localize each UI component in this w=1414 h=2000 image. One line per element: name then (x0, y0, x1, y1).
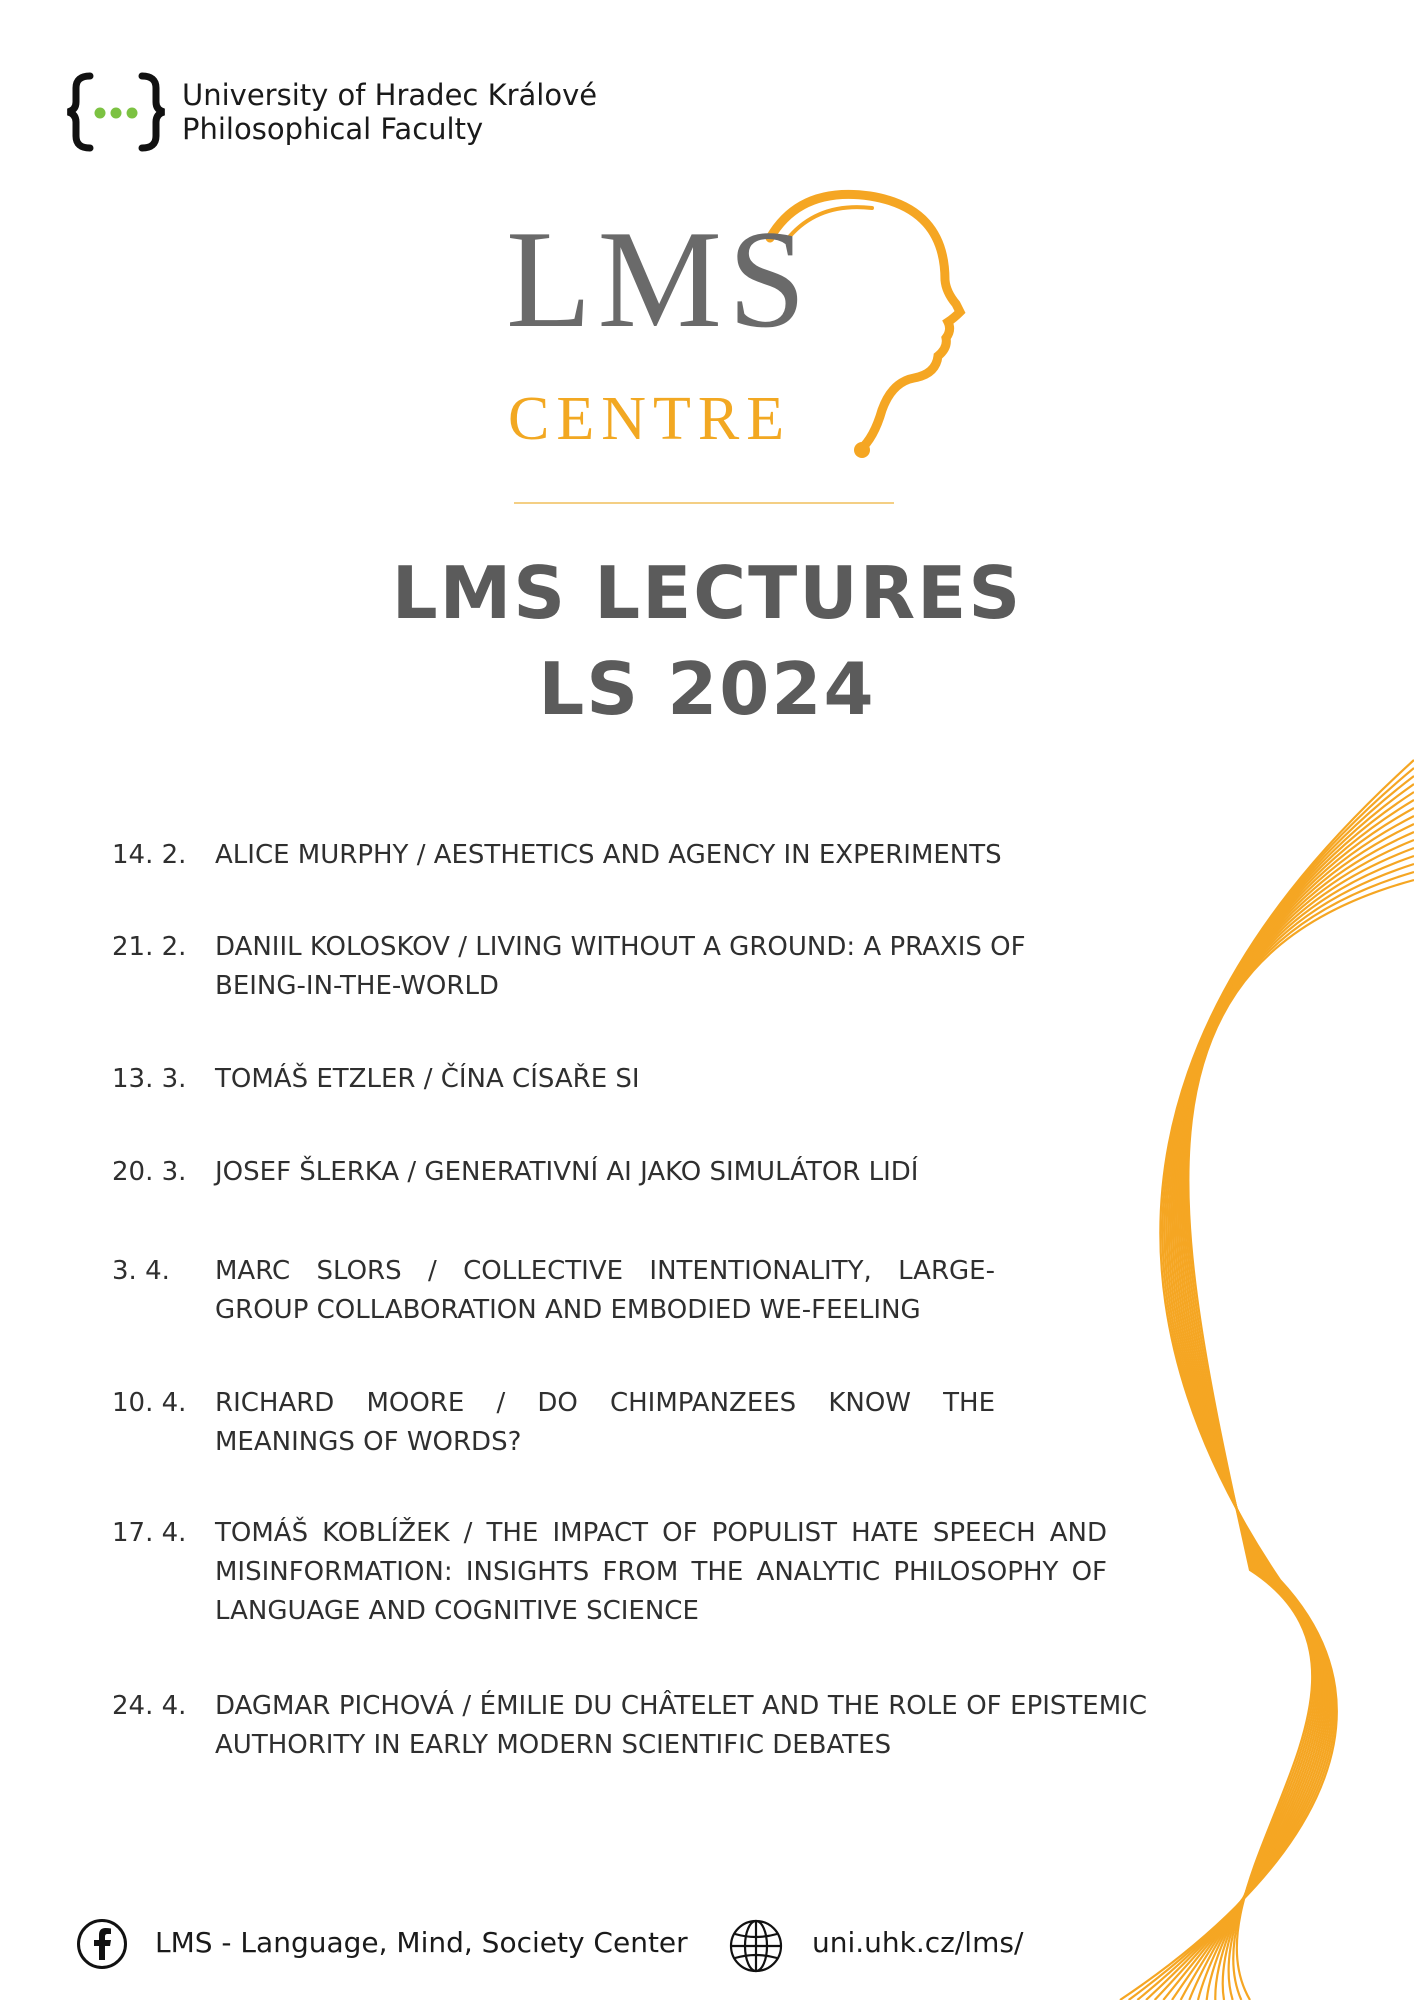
university-header (66, 72, 597, 152)
facebook-icon[interactable] (76, 1918, 128, 1970)
lecture-date: 20. 3. (112, 1157, 187, 1187)
lms-centre-logo (500, 188, 970, 468)
lecture-title: TOMÁŠ KOBLÍŽEK / THE IMPACT OF POPULIST HATE SPEECH AND MISINFORMATION: INSIGHTS FROM THE ANALYTIC PHILOSOPHY OF LANGUAGE AND COGNITIVE SCIENCE (215, 1518, 1107, 1626)
lecture-title: ALICE MURPHY / AESTHETICS AND AGENCY IN EXPERIMENTS (215, 840, 1002, 870)
lecture-title: MARC SLORS / COLLECTIVE INTENTIONALITY, LARGE-GROUP COLLABORATION AND EMBODIED WE-FEELING (215, 1256, 995, 1325)
university-name: University of Hradec Králové (182, 78, 598, 112)
lecture-title: DAGMAR PICHOVÁ / ÉMILIE DU CHÂTELET AND THE ROLE OF EPISTEMIC AUTHORITY IN EARLY MODERN SCIENTIFIC DEBATES (215, 1691, 1147, 1760)
lecture-date: 13. 3. (112, 1064, 187, 1094)
website-link[interactable]: uni.uhk.cz/lms/ (812, 1926, 1024, 1959)
lecture-date: 3. 4. (112, 1256, 170, 1286)
centre-logo-text: CENTRE (508, 385, 792, 453)
faculty-name: Philosophical Faculty (182, 112, 484, 146)
wave-line (1188, 880, 1414, 2000)
lecture-title: TOMÁŠ ETZLER / ČÍNA CÍSAŘE SI (215, 1064, 640, 1094)
title-line-2: LS 2024 (538, 647, 876, 731)
university-logo-icon (66, 72, 166, 152)
lecture-title: DANIIL KOLOSKOV / LIVING WITHOUT A GROUND: A PRAXIS OF BEING-IN-THE-WORLD (215, 932, 1026, 1001)
lecture-date: 21. 2. (112, 932, 187, 962)
facebook-link[interactable]: LMS - Language, Mind, Society Center (155, 1926, 688, 1959)
lecture-date: 14. 2. (112, 840, 187, 870)
footer (0, 1910, 1414, 1970)
globe-icon[interactable] (728, 1918, 784, 1974)
lecture-date: 17. 4. (112, 1518, 187, 1548)
title-line-1: LMS LECTURES (391, 551, 1023, 635)
page-title (0, 545, 1414, 737)
lecture-date: 24. 4. (112, 1691, 187, 1721)
divider-line (514, 502, 894, 504)
lms-logo-text: LMS (506, 202, 812, 357)
lecture-date: 10. 4. (112, 1388, 187, 1418)
lecture-title: JOSEF ŠLERKA / GENERATIVNÍ AI JAKO SIMULÁTOR LIDÍ (215, 1157, 919, 1187)
lecture-title: RICHARD MOORE / DO CHIMPANZEES KNOW THE MEANINGS OF WORDS? (215, 1388, 995, 1457)
